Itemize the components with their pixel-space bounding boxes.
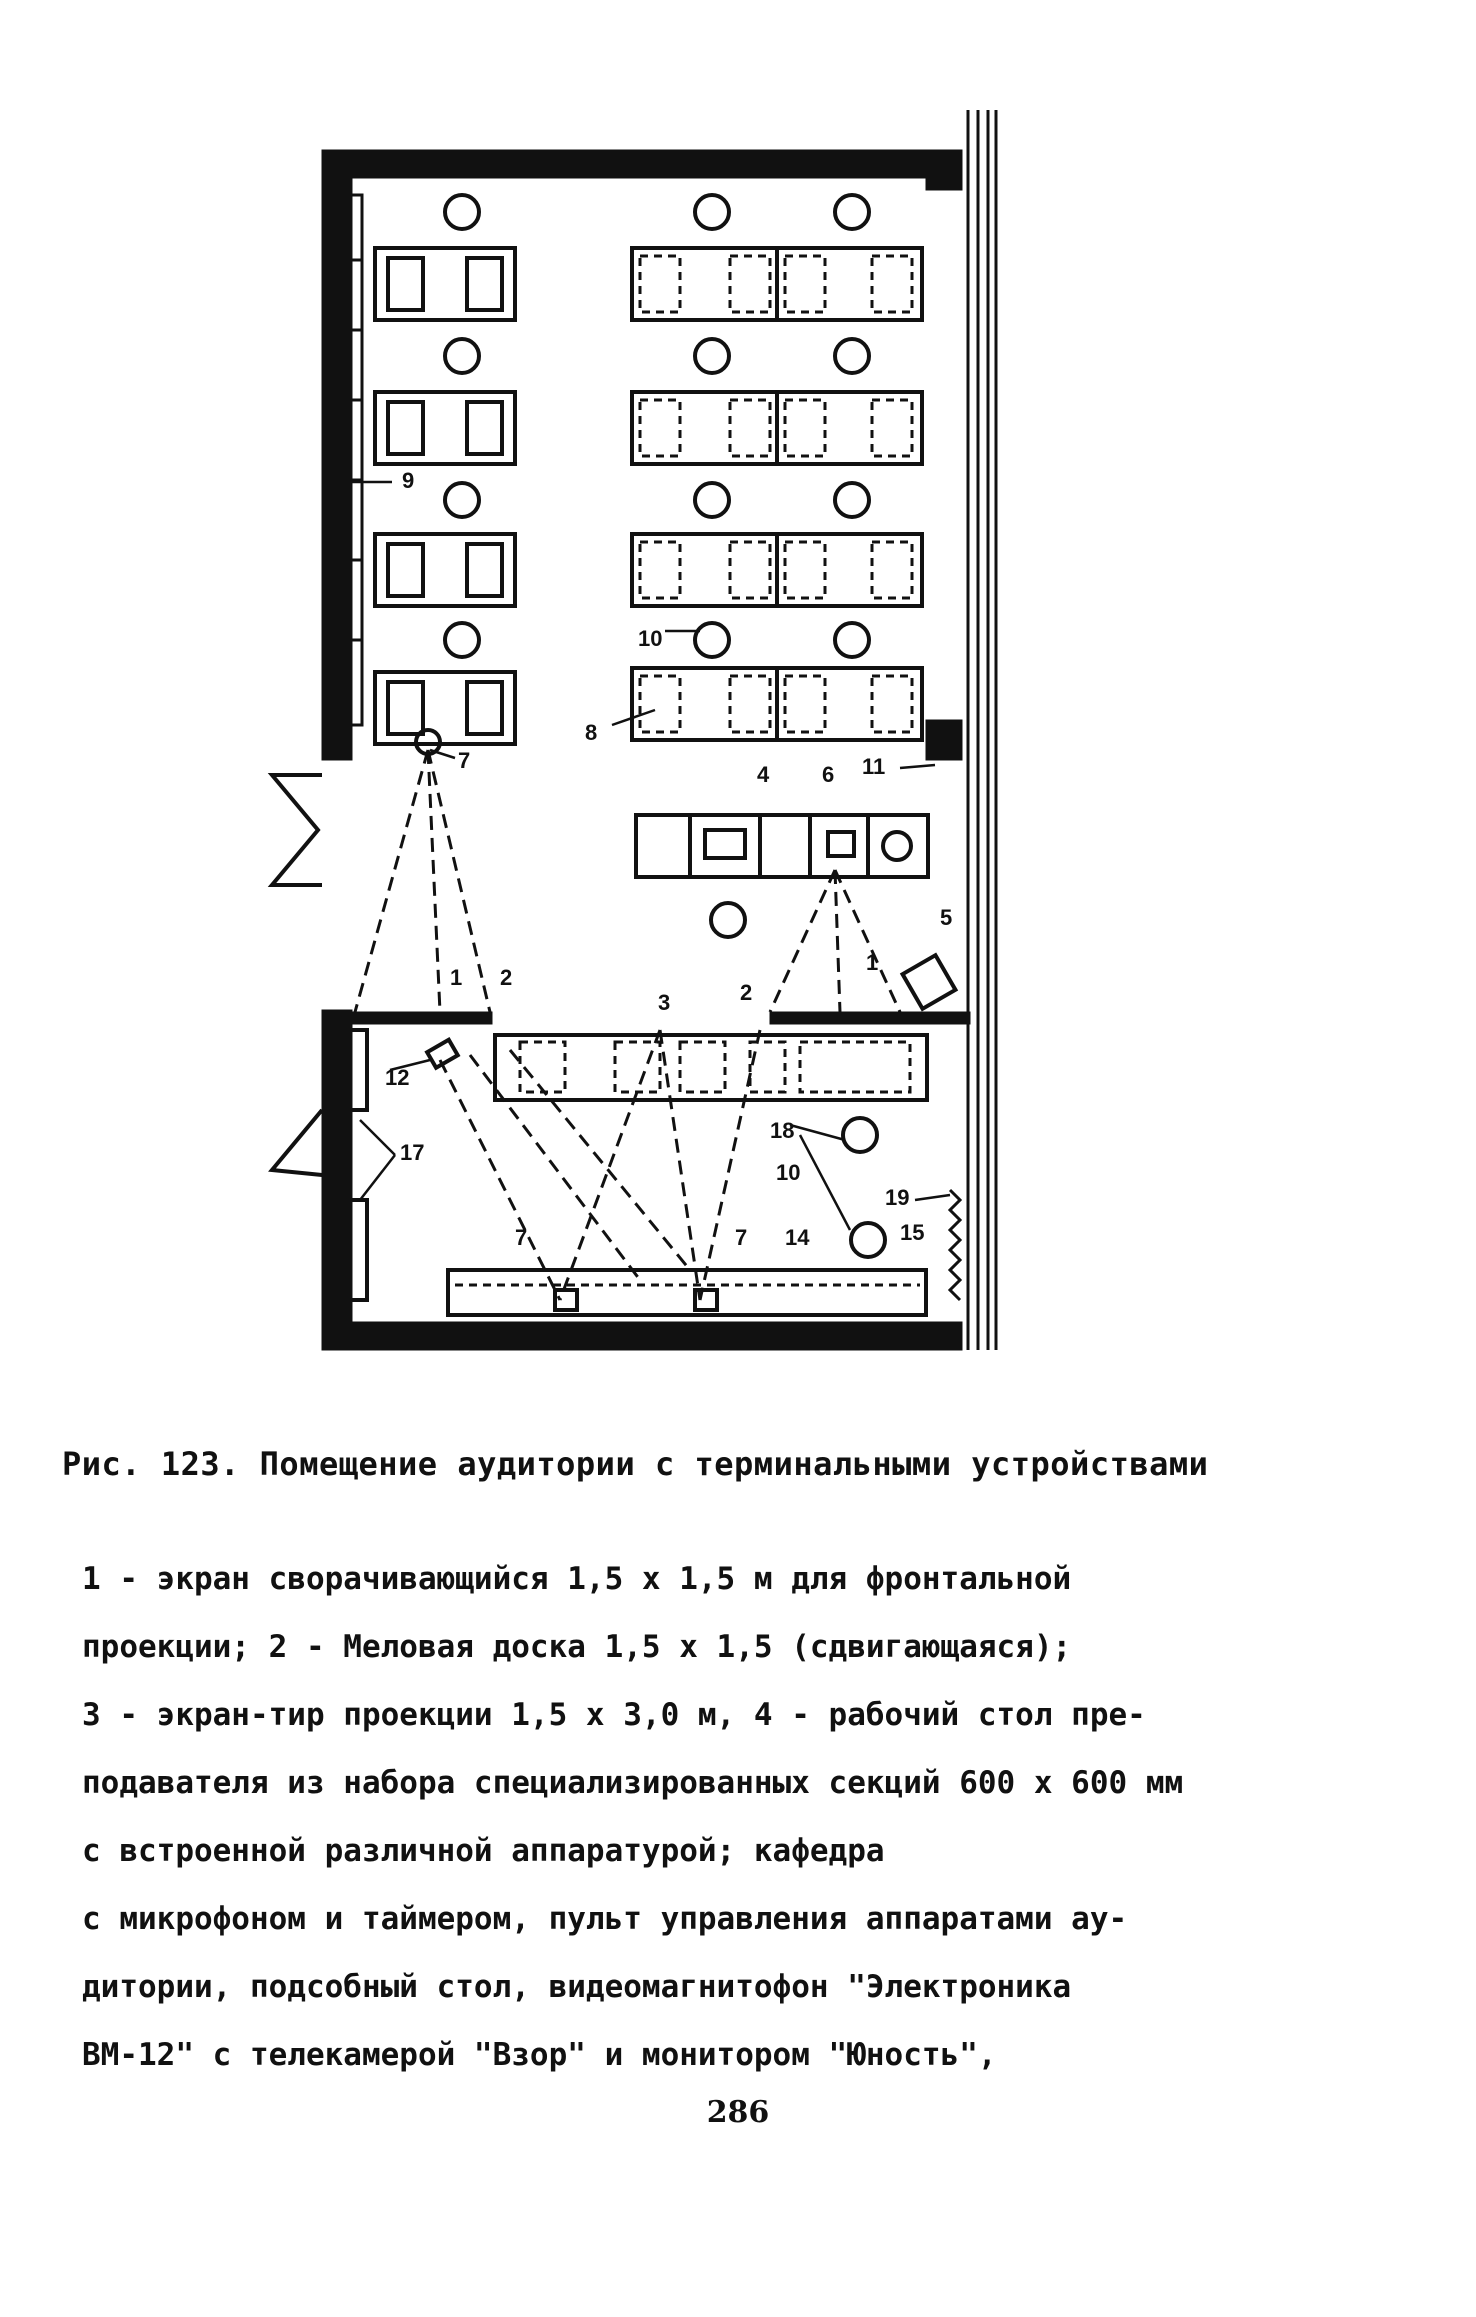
right-window-frame bbox=[968, 110, 996, 1350]
legend-line: с микрофоном и таймером, пульт управления аппаратами ау- bbox=[82, 1901, 1128, 1937]
figure-legend bbox=[82, 1545, 1342, 2089]
label-14: 14 bbox=[785, 1225, 810, 1250]
label-8: 8 bbox=[585, 720, 598, 745]
lectern bbox=[903, 955, 956, 1009]
label-7-bottom-right: 7 bbox=[735, 1225, 748, 1250]
label-19: 19 bbox=[885, 1185, 910, 1210]
label-17: 17 bbox=[400, 1140, 425, 1165]
label-1-left: 1 bbox=[450, 965, 463, 990]
figure-caption: Рис. 123. Помещение аудитории с терминальными устройствами bbox=[62, 1445, 1209, 1483]
label-7: 7 bbox=[458, 748, 471, 773]
label-5: 5 bbox=[940, 905, 953, 930]
label-1-right: 1 bbox=[866, 950, 879, 975]
front-door bbox=[272, 775, 322, 885]
label-11: 11 bbox=[862, 754, 886, 779]
label-10-rear: 10 bbox=[776, 1160, 801, 1185]
label-15: 15 bbox=[900, 1220, 925, 1245]
label-9: 9 bbox=[402, 468, 415, 493]
label-18: 18 bbox=[770, 1118, 795, 1143]
rear-door bbox=[272, 1030, 367, 1300]
projection-lines bbox=[355, 750, 900, 1300]
label-2-right: 2 bbox=[740, 980, 753, 1005]
legend-line: с встроенной различной аппаратурой; кафедра bbox=[82, 1833, 885, 1869]
label-6: 6 bbox=[822, 762, 835, 787]
right-desk-rows bbox=[632, 248, 922, 740]
teacher-desk bbox=[636, 815, 928, 877]
label-3: 3 bbox=[658, 990, 671, 1015]
legend-line: 1 - экран сворачивающийся 1,5 х 1,5 м для фронтальной bbox=[82, 1561, 1072, 1597]
label-4: 4 bbox=[757, 762, 770, 787]
radiator-rear bbox=[950, 1190, 960, 1300]
label-12: 12 bbox=[385, 1065, 410, 1090]
page-number: 286 bbox=[706, 2095, 770, 2130]
label-10: 10 bbox=[638, 626, 663, 651]
label-2-left: 2 bbox=[500, 965, 513, 990]
legend-line: ВМ-12" с телекамерой "Взор" и монитором "Юность", bbox=[82, 2037, 997, 2073]
legend-line: 3 - экран-тир проекции 1,5 х 3,0 м, 4 - рабочий стол пре- bbox=[82, 1697, 1146, 1733]
label-7-bottom-left: 7 bbox=[515, 1225, 528, 1250]
legend-line: проекции; 2 - Меловая доска 1,5 х 1,5 (сдвигающаяся); bbox=[82, 1629, 1072, 1665]
chairs bbox=[445, 195, 885, 1257]
legend-line: дитории, подсобный стол, видеомагнитофон "Электроника bbox=[82, 1969, 1072, 2005]
legend-line: подавателя из набора специализированных секций 600 х 600 мм bbox=[82, 1765, 1184, 1801]
right-desk-seats bbox=[640, 256, 912, 732]
